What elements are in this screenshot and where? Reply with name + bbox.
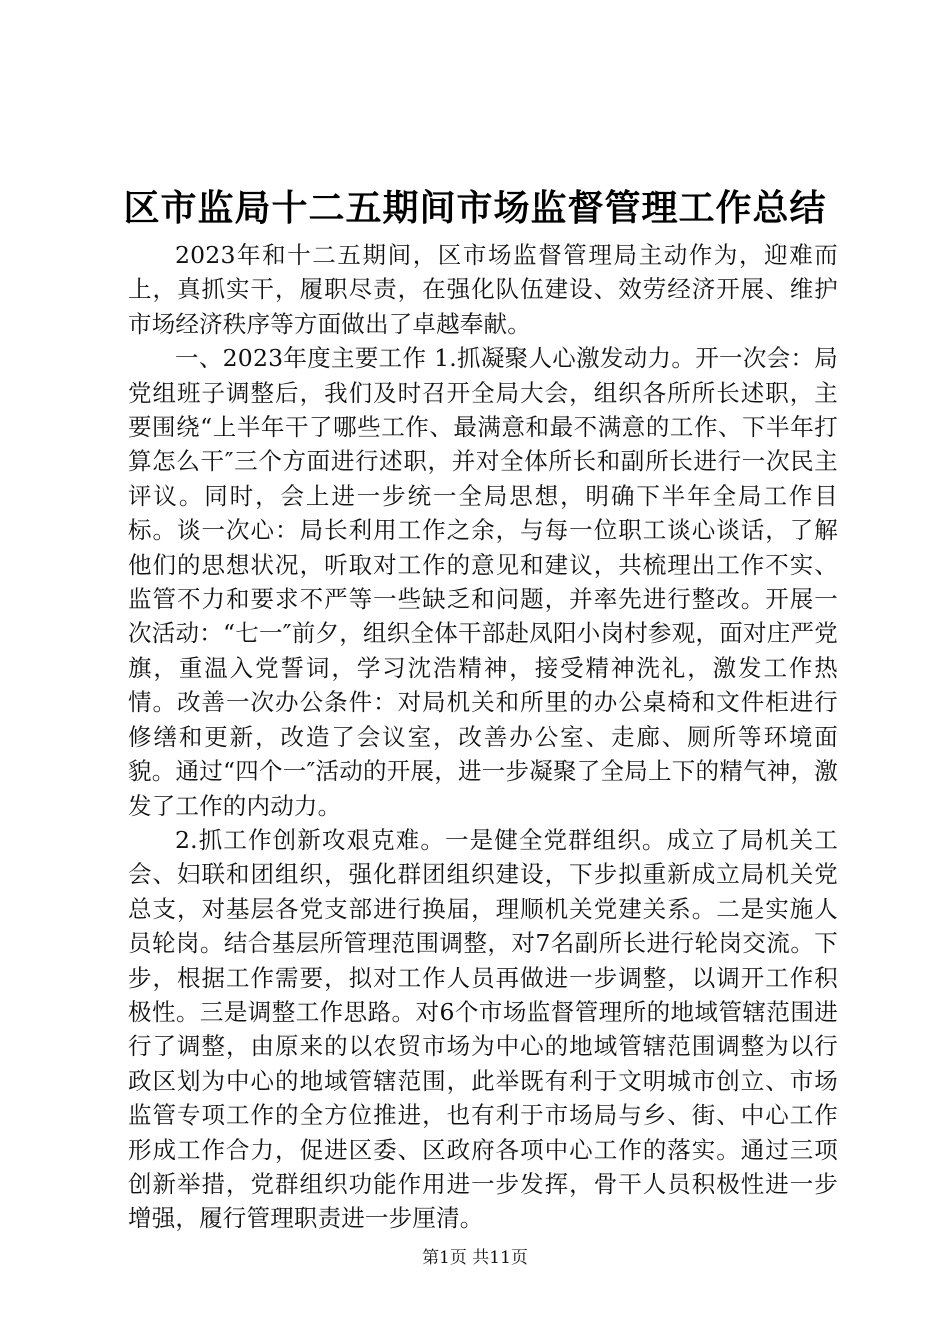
paragraph-section-1: 一、2023年度主要工作 1.抓凝聚人心激发动力。开一次会：局党组班子调整后，我们及时召开全局大会，组织各所所长述职，主要围绕“上半年干了哪些工作、最满意和最不满意的工作、下半年打算怎么干″三个方面进行述职，并对全体所长和副所长进行一次民主评议。同时，会上进一步统一全局思想，明确下半年全局工作目标。谈一次心：局长利用工作之余，与每一位职工谈心谈话，了解他们的思想状况，听取对工作的意见和建议，共梳理出工作不实、监管不力和要求不严等一些缺乏和问题，并率先进行整改。开展一次活动：“七一″前夕，组织全体干部赴凤阳小岗村参观，面对庄严党旗，重温入党誓词，学习沈浩精神，接受精神洗礼，激发工作热情。改善一次办公条件：对局机关和所里的办公桌椅和文件柜进行修缮和更新，改造了会议室，改善办公室、走廊、厕所等环境面貌。通过“四个一″活动的开展，进一步凝聚了全局上下的精气神，激发了工作的内动力。 bbox=[128, 344, 838, 820]
document-body bbox=[128, 238, 838, 1236]
paragraph-intro: 2023年和十二五期间，区市场监督管理局主动作为，迎难而上，真抓实干，履职尽责，在强化队伍建设、效劳经济开展、维护市场经济秩序等方面做出了卓越奉献。 bbox=[128, 241, 838, 338]
paragraph-section-2: 2.抓工作创新攻艰克难。一是健全党群组织。成立了局机关工会、妇联和团组织，强化群团组织建设，下步拟重新成立局机关党总支，对基层各党支部进行换届，理顺机关党建关系。二是实施人员轮岗。结合基层所管理范围调整，对7名副所长进行轮岗交流。下步，根据工作需要，拟对工作人员再做进一步调整，以调开工作积极性。三是调整工作思路。对6个市场监督管理所的地域管辖范围进行了调整，由原来的以农贸市场为中心的地域管辖范围调整为以行政区划为中心的地域管辖范围，此举既有利于文明城市创立、市场监管专项工作的全方位推进，也有利于市场局与乡、街、中心工作形成工作合力，促进区委、区政府各项中心工作的落实。通过三项创新举措，党群组织功能作用进一步发挥，骨干人员积极性进一步增强，履行管理职责进一步厘清。 bbox=[128, 825, 838, 1233]
document-title: 区市监局十二五期间市场监督管理工作总结 bbox=[123, 187, 827, 229]
page-footer-indicator: 第1页 共11页 bbox=[422, 1248, 528, 1268]
